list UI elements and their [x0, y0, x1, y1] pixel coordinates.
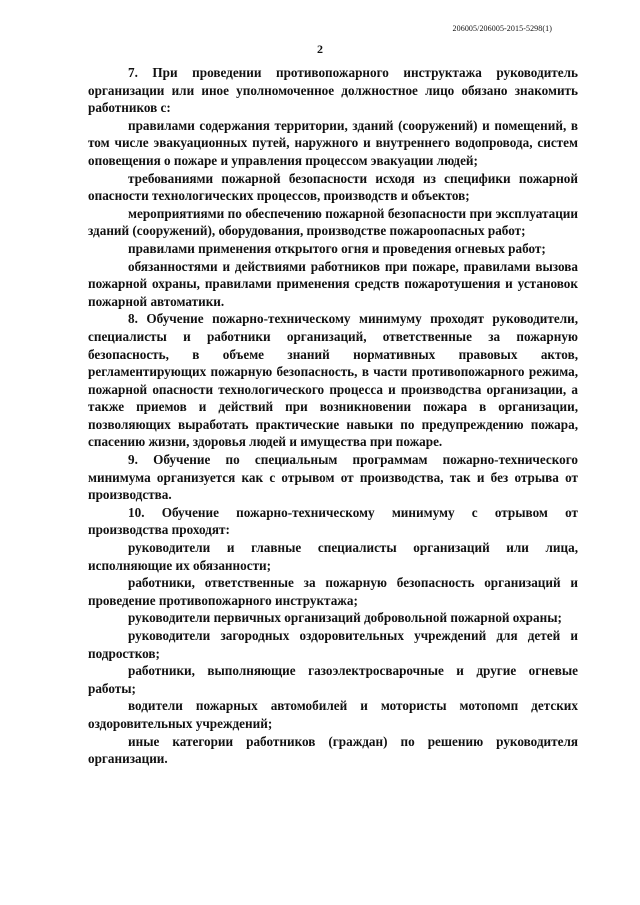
list-item: требованиями пожарной безопасности исходя из специфики пожарной опасности технологических процессов, производств и объектов; — [88, 170, 578, 204]
list-item: мероприятиями по обеспечению пожарной безопасности при эксплуатации зданий (сооружений), оборудования, производстве пожароопасных работ; — [88, 205, 578, 239]
list-item: работники, ответственные за пожарную безопасность организаций и проведение противопожарного инструктажа; — [88, 575, 578, 608]
paragraph-8: 8. Обучение пожарно-техническому минимуму проходят руководители, специалисты и работники организаций, ответственные за пожарную безопасность, в объеме знаний нормативных правовых актов, регламентирующих пожарную безопасность, в части противопожарного режима, пожарной опасности технологического процесса и производства организации, а также приемов и действий при возникновении пожара в организации, позволяющих выработать практические навыки по предупреждению пожара, спасению жизни, здоровья людей и имущества при пожаре. — [88, 311, 578, 450]
list-item: руководители и главные специалисты организаций или лица, исполняющие их обязанности; — [88, 540, 578, 573]
list-item: руководители загородных оздоровительных учреждений для детей и подростков; — [88, 628, 578, 661]
list-item: водители пожарных автомобилей и мотористы мотопомп детских оздоровительных учреждений; — [88, 698, 578, 731]
page-number: 2 — [317, 42, 323, 56]
document-id: 206005/206005-2015-5298(1) — [452, 24, 552, 33]
list-item: работники, выполняющие газоэлектросварочные и другие огневые работы; — [88, 663, 578, 696]
list-item: правилами содержания территории, зданий (сооружений) и помещений, в том числе эвакуационных путей, наружного и внутреннего водопровода, систем оповещения о пожаре и управления процессом эвакуации людей; — [88, 117, 578, 168]
list-item: руководители первичных организаций добровольной пожарной охраны; — [128, 610, 562, 626]
paragraph-7: 7. При проведении противопожарного инструктажа руководитель организации или иное уполномоченное должностное лицо обязано знакомить работников с: — [88, 65, 578, 116]
paragraph-10: 10. Обучение пожарно-техническому минимуму с отрывом от производства проходят: — [88, 504, 578, 538]
list-item: иные категории работников (граждан) по решению руководителя организации. — [88, 733, 578, 767]
paragraph-9: 9. Обучение по специальным программам пожарно-технического минимума организуется как с отрывом от производства, так и без отрыва от производства. — [88, 452, 578, 503]
document-body — [88, 64, 578, 768]
list-item: обязанностями и действиями работников при пожаре, правилами вызова пожарной охраны, правилами применения средств пожаротушения и установок пожарной автоматики. — [88, 258, 578, 309]
list-item: правилами применения открытого огня и проведения огневых работ; — [128, 240, 546, 256]
